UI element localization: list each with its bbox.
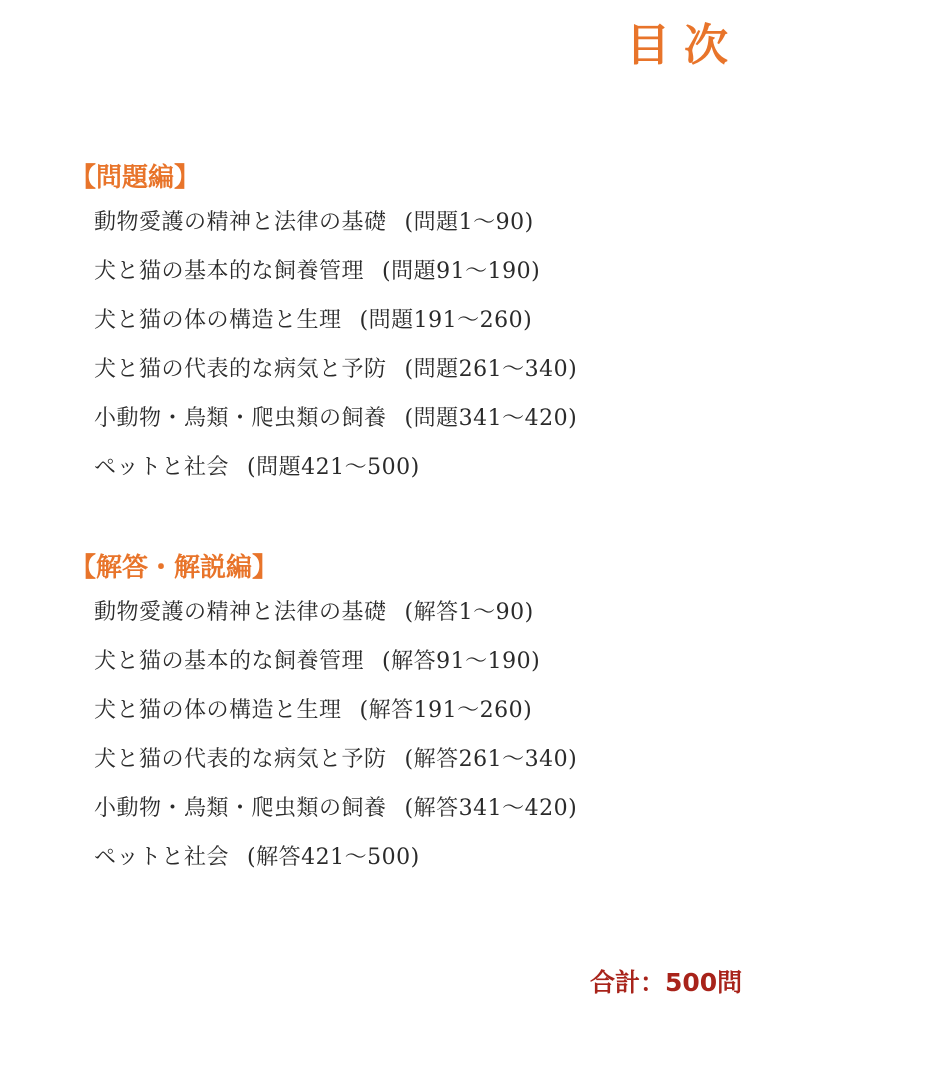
entry-range: (問題421〜500) [247, 455, 420, 480]
entry-topic: 犬と猫の代表的な病気と予防 [94, 357, 387, 382]
entry-topic: 犬と猫の基本的な飼養管理 [94, 649, 365, 674]
total-count: 合計：500問 [590, 968, 743, 997]
entry-topic: 犬と猫の体の構造と生理 [94, 698, 342, 723]
entry-topic: 小動物・鳥類・爬虫類の飼養 [94, 796, 387, 821]
list-item [94, 784, 577, 833]
answers-heading: 【解答・解説編】 [70, 553, 279, 583]
list-item [94, 637, 577, 686]
list-item [94, 247, 577, 296]
questions-list [70, 198, 577, 492]
entry-topic: 動物愛護の精神と法律の基礎 [94, 210, 387, 235]
list-item [94, 588, 577, 637]
questions-heading: 【問題編】 [70, 163, 201, 193]
questions-section [70, 158, 577, 492]
entry-range: (解答261〜340) [404, 747, 578, 772]
entry-topic: 小動物・鳥類・爬虫類の飼養 [94, 406, 387, 431]
entry-topic: 犬と猫の体の構造と生理 [94, 308, 342, 333]
entry-range: (問題91〜190) [382, 259, 541, 284]
list-item [94, 686, 577, 735]
entry-range: (解答1〜90) [404, 600, 534, 625]
entry-range: (解答341〜420) [404, 796, 578, 821]
answers-section [70, 548, 577, 882]
entry-topic: 犬と猫の基本的な飼養管理 [94, 259, 365, 284]
entry-topic: ペットと社会 [94, 845, 230, 870]
list-item [94, 198, 577, 247]
entry-range: (問題191〜260) [359, 308, 533, 333]
list-item [94, 296, 577, 345]
list-item [94, 735, 577, 784]
entry-range: (問題261〜340) [404, 357, 578, 382]
list-item [94, 833, 577, 882]
entry-topic: 動物愛護の精神と法律の基礎 [94, 600, 387, 625]
page-title: 目次 [626, 20, 742, 71]
list-item [94, 345, 577, 394]
entry-topic: ペットと社会 [94, 455, 230, 480]
entry-topic: 犬と猫の代表的な病気と予防 [94, 747, 387, 772]
entry-range: (解答421〜500) [247, 845, 420, 870]
list-item [94, 394, 577, 443]
answers-list [70, 588, 577, 882]
list-item [94, 443, 577, 492]
entry-range: (解答91〜190) [382, 649, 541, 674]
entry-range: (解答191〜260) [359, 698, 533, 723]
entry-range: (問題341〜420) [404, 406, 578, 431]
entry-range: (問題1〜90) [404, 210, 534, 235]
